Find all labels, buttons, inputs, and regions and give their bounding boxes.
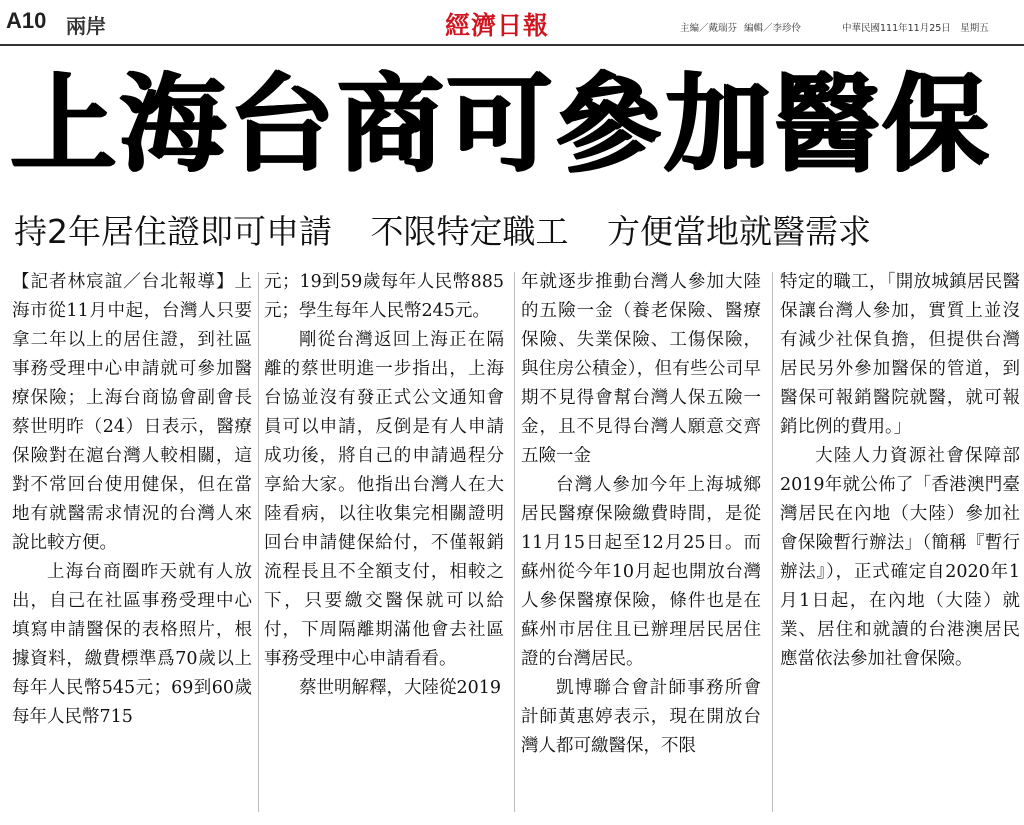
- article-column-2: [264, 268, 504, 820]
- article-column-3: [521, 268, 761, 820]
- article-paragraph: 元；19到59歲每年人民幣885元；學生每年人民幣245元。: [264, 272, 504, 321]
- article-paragraph: 凱博聯合會計師事務所會計師黃惠婷表示，現在開放台灣人都可繳醫保，不限: [521, 678, 761, 756]
- subhead-part: 持2年居住證即可申請: [14, 212, 332, 251]
- issue-date: 中華民國111年11月25日 星期五: [842, 23, 989, 34]
- article-paragraph: 上海台商圈昨天就有人放出，自己在社區事務受理中心填寫申請醫保的表格照片，根據資料，繳費標準爲70歲以上每年人民幣545元；69到60歲每年人民幣715: [12, 562, 252, 727]
- article-paragraph: 剛從台灣返回上海正在隔離的蔡世明進一步指出，上海台協並沒有發正式公文通知會員可以申請，反倒是有人申請成功後，將自己的申請過程分享給大家。他指出台灣人在大陸看病，以往收集完相關證明回台申請健保給付，不僅報銷流程長且不全額支付，相較之下，只要繳交醫保就可以給付，下周隔離期滿他會去社區事務受理中心申請看看。: [264, 330, 504, 669]
- article-paragraph: 特定的職工，「開放城鎮居民醫保讓台灣人參加，實質上並沒有減少社保負擔，但提供台灣居民另外參加醫保的管道，到醫保可報銷醫院就醫，就可報銷比例的費用。」: [780, 272, 1020, 437]
- article-paragraph: 蔡世明解釋，大陸從2019: [299, 678, 502, 698]
- article-paragraph: 台灣人參加今年上海城鄉居民醫療保險繳費時間，是從11月15日起至12月25日。而蘇州從今年10月起也開放台灣人參保醫療保險，條件也是在蘇州市居住且已辦理居民居住證的台灣居民。: [521, 475, 761, 669]
- article-headline: 上海台商可參加醫保: [10, 63, 991, 186]
- subhead-part: 方便當地就醫需求: [607, 212, 871, 251]
- page-header: [0, 0, 1024, 46]
- editor-credit: 主編／戴瑞芬: [680, 23, 738, 34]
- column-divider: [258, 272, 259, 812]
- article-paragraph: 大陸人力資源社會保障部2019年就公佈了「香港澳門臺灣居民在內地（大陸）參加社會保險暫行辦法」（簡稱『暫行辦法』），正式確定自2020年1月1日起，在內地（大陸）就業、居住和就讀的台港澳居民應當依法參加社會保險。: [780, 446, 1020, 669]
- editor-credits: [680, 20, 805, 34]
- article-column-1: [12, 268, 252, 820]
- subhead-part: 不限特定職工: [370, 212, 569, 251]
- article-body: [12, 268, 1020, 820]
- article-paragraph: 【記者林宸誼／台北報導】上海市從11月中起，台灣人只要拿二年以上的居住證，到社區事務受理中心申請就可參加醫療保險；上海台商協會副會長蔡世明昨（24）日表示，醫療保險對在滬台灣人較相關，這對不常回台使用健保，但在當地有就醫需求情況的台灣人來說比較方便。: [12, 272, 252, 553]
- copy-editor-credit: 編輯／李珍伶: [744, 23, 802, 34]
- page-number: A10: [6, 8, 47, 33]
- article-paragraph: 年就逐步推動台灣人參加大陸的五險一金（養老保險、醫療保險、失業保險、工傷保險，與住房公積金），但有些公司早期不見得會幫台灣人保五險一金，且不見得台灣人願意交齊五險一金: [521, 272, 761, 466]
- article-subheadline: [14, 210, 899, 254]
- column-divider: [772, 272, 773, 812]
- column-divider: [514, 272, 515, 812]
- newspaper-masthead: 經濟日報: [445, 11, 550, 40]
- section-name: 兩岸: [66, 14, 106, 38]
- article-column-4: [780, 268, 1020, 820]
